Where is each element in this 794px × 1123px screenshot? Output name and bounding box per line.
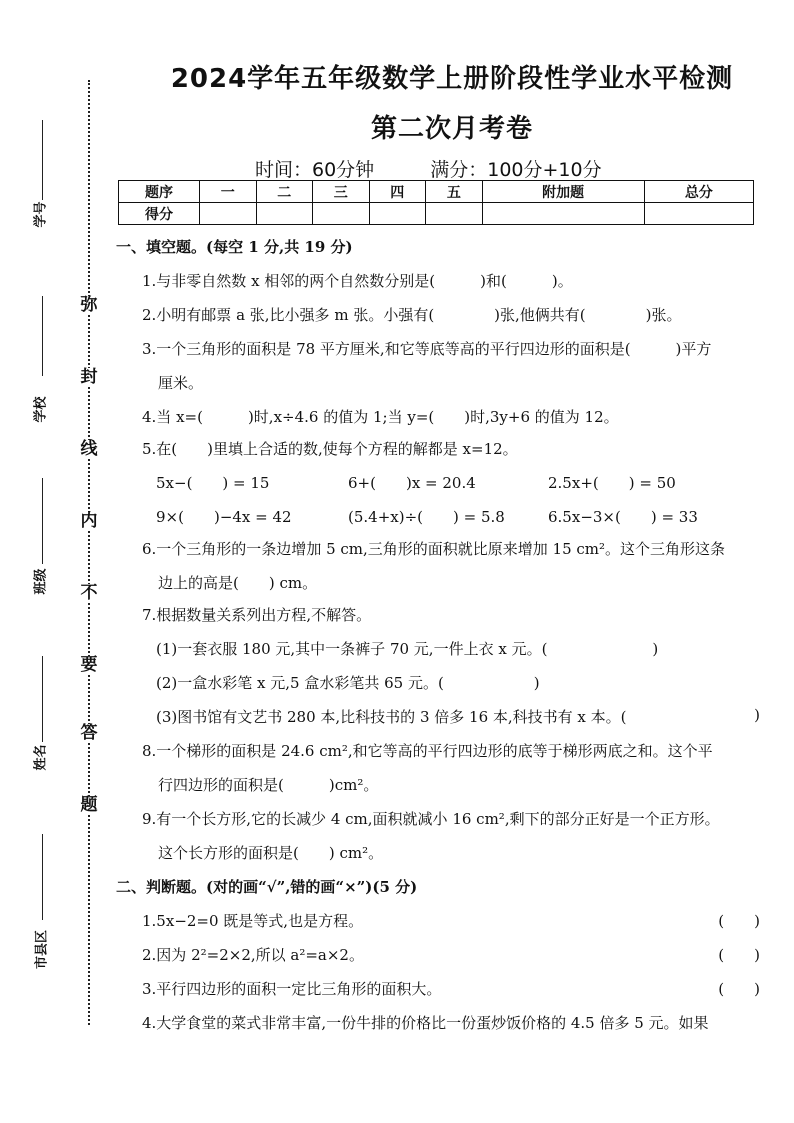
score-cell[interactable]: [200, 203, 257, 225]
score-header-cell: 题序: [119, 181, 200, 203]
question-8: 8.一个梯形的面积是 24.6 cm²,和它等高的平行四边形的底等于梯形两底之和。这个平: [142, 742, 713, 760]
judge-question-3: 3.平行四边形的面积一定比三角形的面积大。: [142, 980, 442, 998]
full-score: 满分：100分+10分: [430, 159, 602, 181]
score-table: [118, 180, 754, 225]
exam-meta: [255, 155, 652, 182]
score-cell[interactable]: [256, 203, 313, 225]
question-1: 1.与非零自然数 x 相邻的两个自然数分别是( )和( )。: [142, 272, 573, 290]
student-id-line[interactable]: [42, 120, 43, 200]
binding-word: 线: [80, 439, 98, 459]
question-7: 7.根据数量关系列出方程,不解答。: [142, 606, 372, 624]
equation: 5x−( ) = 15: [156, 474, 270, 492]
question-5: 5.在( )里填上合适的数,使每个方程的解都是 x=12。: [142, 440, 518, 458]
question-6-cont: 边上的高是( ) cm。: [158, 574, 318, 592]
question-2: 2.小明有邮票 a 张,比小强多 m 张。小强有( )张,他俩共有( )张。: [142, 306, 682, 324]
score-table-header-row: [119, 181, 754, 203]
class-line[interactable]: [42, 478, 43, 564]
score-header-cell: 五: [426, 181, 483, 203]
question-7-2: (2)一盒水彩笔 x 元,5 盒水彩笔共 65 元。( ): [156, 674, 540, 692]
exam-title: 2024学年五年级数学上册阶段性学业水平检测: [170, 64, 734, 94]
question-4: 4.当 x=( )时,x÷4.6 的值为 1;当 y=( )时,3y+6 的值为 12。: [142, 408, 619, 426]
binding-word: 要: [80, 655, 98, 675]
district-label: 市县区: [34, 930, 50, 970]
question-9-cont: 这个长方形的面积是( ) cm²。: [158, 844, 384, 862]
answer-bracket[interactable]: ( ): [718, 946, 760, 964]
equation: 6.5x−3×( ) = 33: [548, 508, 698, 526]
name-line[interactable]: [42, 656, 43, 742]
score-cell[interactable]: [369, 203, 426, 225]
judge-question-4: 4.大学食堂的菜式非常丰富,一份牛排的价格比一份蛋炒饭价格的 4.5 倍多 5 元。如果: [142, 1014, 709, 1032]
score-row-label: 得分: [119, 203, 200, 225]
exam-subtitle: 第二次月考卷: [370, 114, 533, 144]
score-cell[interactable]: [313, 203, 370, 225]
equation: 9×( )−4x = 42: [156, 508, 292, 526]
score-header-cell: 总分: [644, 181, 753, 203]
judge-question-1: 1.5x−2=0 既是等式,也是方程。: [142, 912, 364, 930]
section-true-false-title: 二、判断题。(对的画“√”,错的画“×”)(5 分): [116, 878, 418, 896]
question-3: 3.一个三角形的面积是 78 平方厘米,和它等底等高的平行四边形的面积是( )平方: [142, 340, 712, 358]
question-8-cont: 行四边形的面积是( )cm²。: [158, 776, 379, 794]
district-line[interactable]: [42, 834, 43, 920]
binding-word: 不: [80, 583, 98, 603]
section-fill-in-title: 一、填空题。(每空 1 分,共 19 分): [116, 238, 353, 256]
time-limit: 时间：60分钟: [255, 159, 375, 181]
question-3-cont: 厘米。: [158, 374, 204, 392]
question-7-1: (1)一套衣服 180 元,其中一条裤子 70 元,一件上衣 x 元。( ): [156, 640, 659, 658]
answer-paren-close: ): [754, 706, 760, 724]
binding-word: 答: [80, 723, 98, 743]
student-id-label: 学号: [33, 201, 49, 228]
judge-question-2: 2.因为 2²=2×2,所以 a²=a×2。: [142, 946, 364, 964]
school-label: 学校: [33, 396, 49, 423]
score-cell[interactable]: [482, 203, 644, 225]
score-header-cell: 四: [369, 181, 426, 203]
binding-dotted-line: [88, 80, 90, 1025]
score-cell[interactable]: [644, 203, 753, 225]
score-cell[interactable]: [426, 203, 483, 225]
score-table-score-row: [119, 203, 754, 225]
binding-word: 弥: [80, 295, 98, 315]
binding-word: 内: [80, 511, 98, 531]
question-7-3: (3)图书馆有文艺书 280 本,比科技书的 3 倍多 16 本,科技书有 x 本。(: [156, 708, 627, 726]
equation: 2.5x+( ) = 50: [548, 474, 676, 492]
question-9: 9.有一个长方形,它的长减少 4 cm,面积就减小 16 cm²,剩下的部分正好是一个正方形。: [142, 810, 720, 828]
answer-bracket[interactable]: ( ): [718, 980, 760, 998]
equation: (5.4+x)÷( ) = 5.8: [348, 508, 505, 526]
score-header-cell: 一: [200, 181, 257, 203]
question-6: 6.一个三角形的一条边增加 5 cm,三角形的面积就比原来增加 15 cm²。这个三角形这条: [142, 540, 726, 558]
answer-bracket[interactable]: ( ): [718, 912, 760, 930]
school-line[interactable]: [42, 296, 43, 376]
score-header-cell: 附加题: [482, 181, 644, 203]
equation: 6+( )x = 20.4: [348, 474, 476, 492]
score-header-cell: 三: [313, 181, 370, 203]
score-header-cell: 二: [256, 181, 313, 203]
binding-word: 题: [80, 795, 98, 815]
binding-word: 封: [80, 367, 98, 387]
class-label: 班级: [33, 568, 49, 595]
name-label: 姓名: [33, 744, 49, 771]
